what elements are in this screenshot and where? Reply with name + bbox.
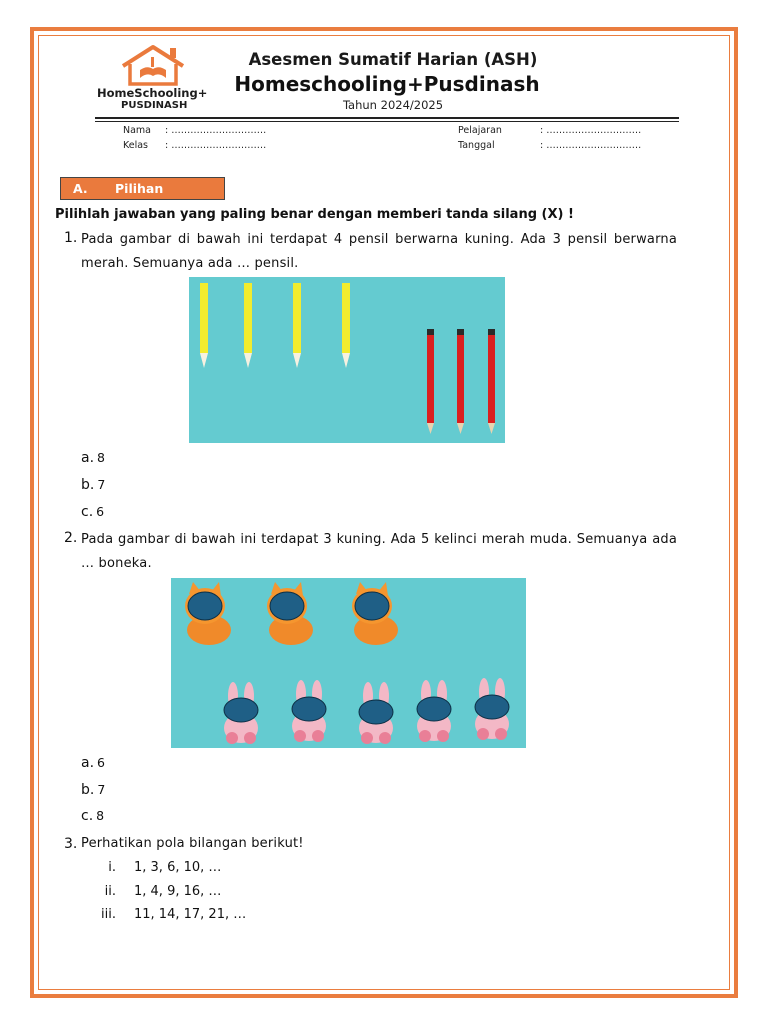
section-header (60, 177, 225, 200)
institution-title: Homeschooling+Pusdinash (234, 72, 540, 96)
assessment-title: Asesmen Sumatif Harian (ASH) (248, 50, 538, 69)
pink-bunny (475, 678, 509, 740)
option-c[interactable]: c. 8 (81, 808, 105, 824)
red-pencil (457, 329, 464, 434)
orange-doll (352, 582, 398, 645)
yellow-pencil (342, 283, 350, 368)
question-text: Pada gambar di bawah ini terdapat 3 kuning. Ada 5 kelinci merah muda. Semuanya ada … boneka. (81, 532, 677, 571)
house-book-icon (120, 44, 186, 88)
pattern-item: ii. 1, 4, 9, 16, … (104, 884, 222, 899)
question-number: 2. (64, 530, 78, 546)
field-kelas[interactable] (123, 140, 266, 151)
field-tanggal[interactable] (458, 140, 641, 151)
question-number: 1. (64, 230, 78, 246)
section-title: Pilihan (115, 181, 164, 196)
question-text: Perhatikan pola bilangan berikut! (81, 836, 304, 851)
header-divider-thin (95, 121, 679, 122)
pattern-item: i. 1, 3, 6, 10, … (108, 860, 222, 875)
pattern-item: iii. 11, 14, 17, 21, … (101, 907, 247, 922)
question-number: 3. (64, 836, 78, 852)
academic-year: Tahun 2024/2025 (342, 98, 444, 112)
field-label: Nama (123, 125, 152, 136)
orange-doll (267, 582, 313, 645)
pink-bunny (359, 682, 393, 744)
pencils-image (189, 277, 505, 443)
option-a[interactable]: a. 6 (81, 755, 105, 771)
field-label: Kelas (123, 140, 149, 151)
field-value[interactable]: : ………………………… (540, 140, 642, 151)
logo-text: HomeSchooling+ (97, 86, 208, 100)
logo-subtext: PUSDINASH (121, 100, 188, 111)
instruction-text: Pilihlah jawaban yang paling benar dengan memberi tanda silang (X) ! (55, 207, 574, 222)
field-nama[interactable] (123, 125, 266, 136)
yellow-pencil (200, 283, 208, 368)
option-c[interactable]: c. 6 (81, 504, 105, 520)
pink-bunny (417, 680, 451, 742)
school-logo (95, 44, 215, 114)
pencils-illustration (189, 277, 505, 443)
option-b[interactable]: b. 7 (81, 477, 106, 493)
option-b[interactable]: b. 7 (81, 782, 106, 798)
header-divider (95, 117, 679, 119)
field-label: Tanggal (458, 140, 495, 151)
option-a[interactable]: a. 8 (81, 450, 105, 466)
section-number: A. (73, 181, 88, 196)
yellow-pencil (244, 283, 252, 368)
pink-bunny (224, 682, 258, 744)
dolls-illustration (171, 578, 526, 748)
field-pelajaran[interactable] (458, 125, 641, 136)
field-value[interactable]: : ………………………… (540, 125, 642, 136)
field-value[interactable]: : ………………………… (165, 140, 267, 151)
red-pencil (488, 329, 495, 434)
field-value[interactable]: : ………………………… (165, 125, 267, 136)
field-label: Pelajaran (458, 125, 502, 136)
dolls-image (171, 578, 526, 748)
pink-bunny (292, 680, 326, 742)
yellow-pencil (293, 283, 301, 368)
red-pencil (427, 329, 434, 434)
orange-doll (185, 582, 231, 645)
question-text: Pada gambar di bawah ini terdapat 4 pensil berwarna kuning. Ada 3 pensil berwarna merah. Semuanya ada … pensil. (81, 232, 677, 271)
